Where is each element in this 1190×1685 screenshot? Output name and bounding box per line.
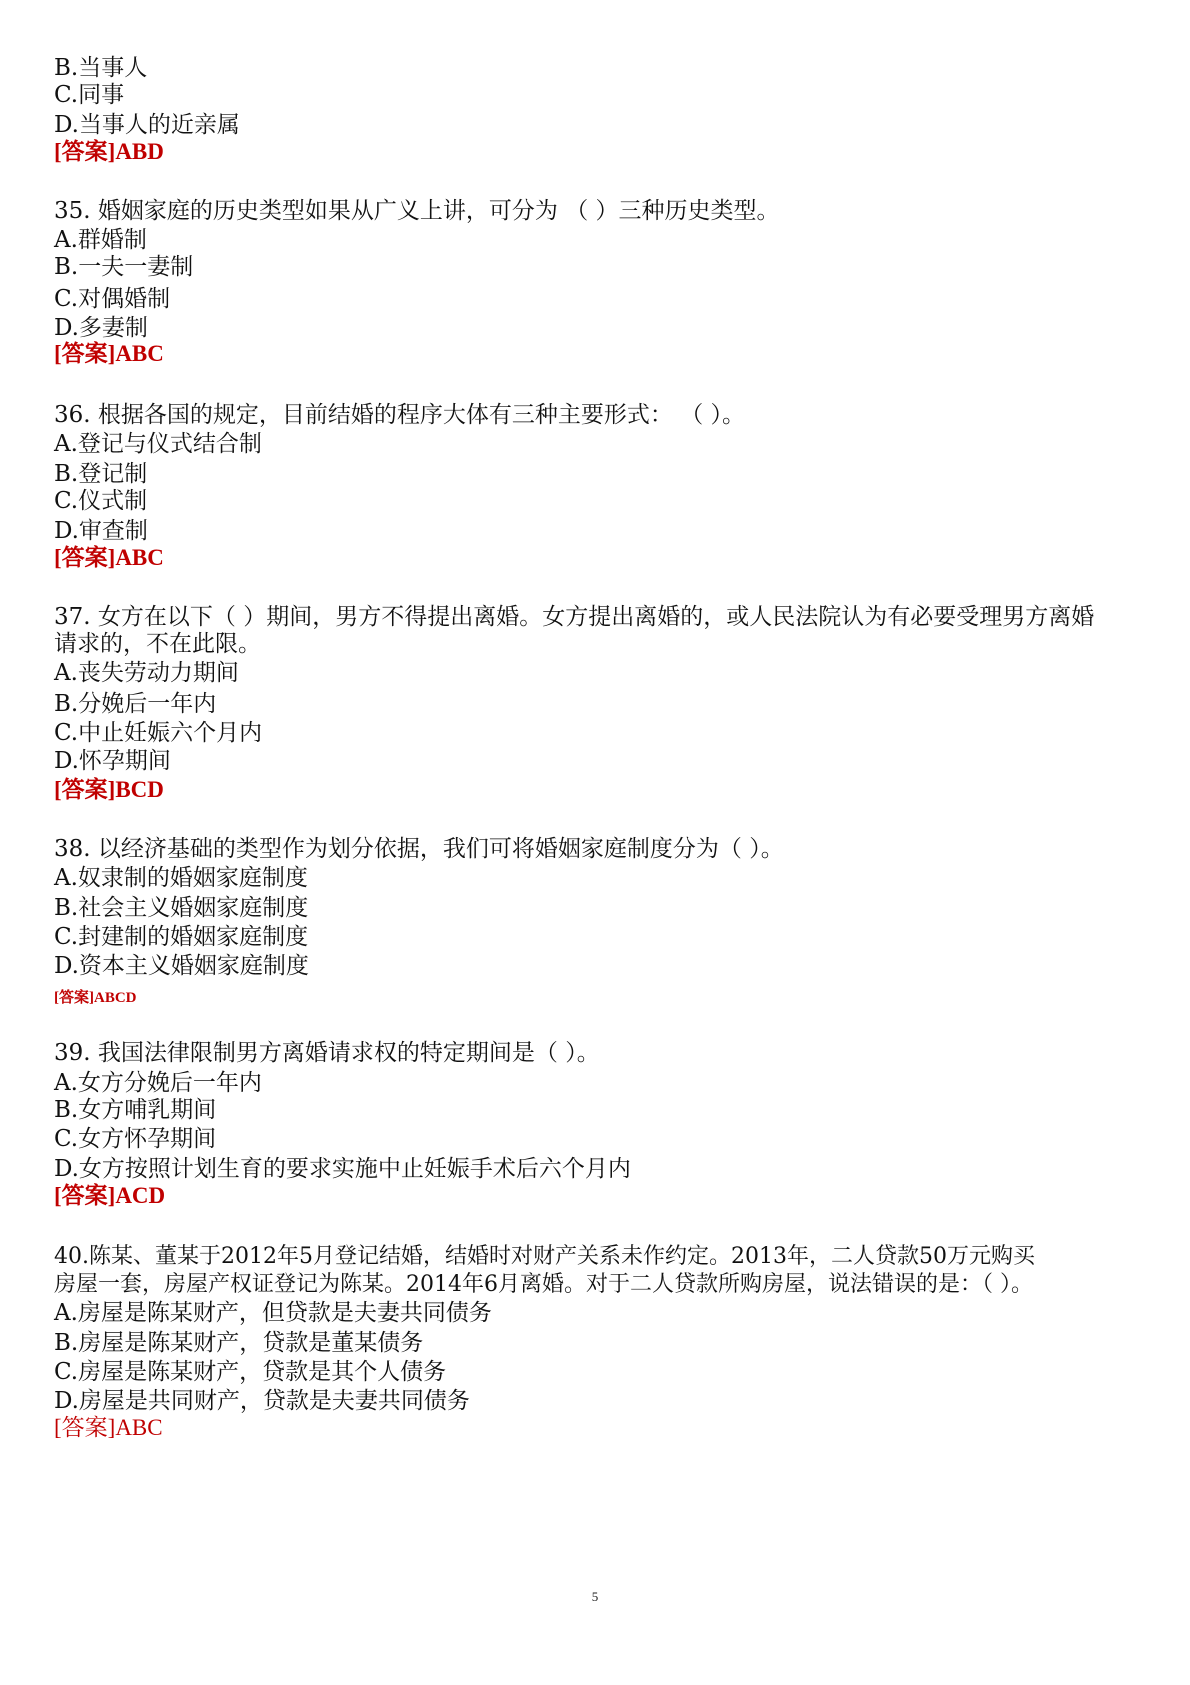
option-b: B.一夫一妻制: [54, 254, 194, 280]
option-c: C.女方怀孕期间: [54, 1126, 217, 1152]
option-c: C.中止妊娠六个月内: [54, 720, 263, 746]
answer-label: [答案]ACD: [54, 1183, 166, 1208]
question-39-stem: 39. 我国法律限制男方离婚请求权的特定期间是（ ）。: [54, 1040, 600, 1066]
option-a: A.房屋是陈某财产，但贷款是夫妻共同债务: [54, 1300, 492, 1326]
option-a: A.丧失劳动力期间: [54, 660, 239, 686]
option-d: D.怀孕期间: [54, 748, 171, 774]
answer-label: [答案]ABC: [54, 341, 164, 366]
option-c: C.封建制的婚姻家庭制度: [54, 924, 309, 950]
option-b: B.女方哺乳期间: [54, 1097, 217, 1123]
question-40-stem: 40.陈某、董某于2012年5月登记结婚，结婚时对财产关系未作约定。2013年，二人贷款50万元购买: [54, 1244, 1035, 1269]
answer-label: [答案]ABC: [54, 545, 164, 570]
question-36-stem: 36. 根据各国的规定，目前结婚的程序大体有三种主要形式： （ ）。: [54, 402, 746, 428]
answer-label: [答案]ABD: [54, 139, 164, 164]
option-b: B.社会主义婚姻家庭制度: [54, 895, 309, 921]
question-37-stem: 37. 女方在以下（ ）期间，男方不得提出离婚。女方提出离婚的，或人民法院认为有必要受理男方离婚: [54, 604, 1095, 630]
option-d: D.审查制: [54, 518, 148, 544]
option-b: B.当事人: [54, 55, 148, 81]
option-d: D.当事人的近亲属: [54, 112, 240, 138]
option-a: A.女方分娩后一年内: [54, 1070, 262, 1096]
answer-label: [答案]ABCD: [54, 990, 137, 1006]
option-c: C.仪式制: [54, 488, 148, 514]
option-a: A.奴隶制的婚姻家庭制度: [54, 865, 308, 891]
option-a: A.群婚制: [54, 227, 147, 253]
page-number: 5: [591, 1589, 599, 1604]
option-d: D.女方按照计划生育的要求实施中止妊娠手术后六个月内: [54, 1156, 631, 1182]
option-c: C.同事: [54, 82, 125, 108]
option-b: B.分娩后一年内: [54, 691, 217, 717]
option-a: A.登记与仪式结合制: [54, 431, 262, 457]
option-d: D.多妻制: [54, 315, 148, 341]
option-c: C.房屋是陈某财产，贷款是其个人债务: [54, 1359, 447, 1385]
question-40-stem-cont: 房屋一套，房屋产权证登记为陈某。2014年6月离婚。对于二人贷款所购房屋，说法错误的是：（ ）。: [54, 1272, 1033, 1297]
question-37-stem-cont: 请求的，不在此限。: [54, 631, 261, 657]
question-38-stem: 38. 以经济基础的类型作为划分依据，我们可将婚姻家庭制度分为（ ）。: [54, 836, 784, 862]
answer-label: [答案]BCD: [54, 777, 164, 802]
option-b: B.房屋是陈某财产，贷款是董某债务: [54, 1330, 424, 1356]
option-d: D.资本主义婚姻家庭制度: [54, 953, 309, 979]
option-d: D.房屋是共同财产，贷款是夫妻共同债务: [54, 1388, 470, 1414]
option-c: C.对偶婚制: [54, 286, 171, 312]
question-35-stem: 35. 婚姻家庭的历史类型如果从广义上讲，可分为 （ ）三种历史类型。: [54, 198, 780, 224]
answer-label: [答案]ABC: [54, 1415, 163, 1440]
option-b: B.登记制: [54, 461, 148, 487]
